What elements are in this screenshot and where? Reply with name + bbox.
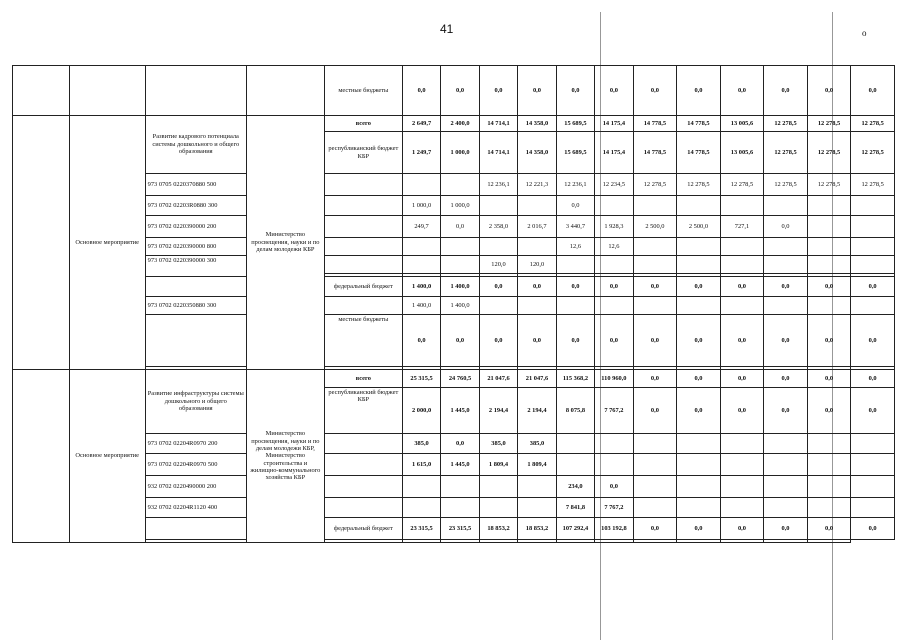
table-row: республиканский бюджет КБР 2 000,0 1 445,0 2 194,4 2 194,4 8 075,8 7 767,2 0,0 0,0 0,0 0,0 0,0 0,0: [13, 388, 895, 434]
table-row: республиканский бюджет КБР 1 249,7 1 000,0 14 714,1 14 358,0 15 689,5 14 175,4 14 778,5 14 778,5 13 005,6 12 278,5 12 278,5 12 278,5: [13, 132, 895, 174]
activity-type: Основное мероприятие: [69, 370, 145, 543]
table-row: 932 0702 02204R1120 400 7 841,8 7 767,2: [13, 498, 895, 518]
table-row: федеральный бюджет 1 400,0 1 400,0 0,0 0,0 0,0 0,0 0,0 0,0 0,0 0,0 0,0 0,0: [13, 277, 895, 297]
budget-code: 973 0702 0220390000 200: [145, 216, 246, 238]
executor: Министерство просвещения, науки и по делам молодежи КБР, Министерство строительства и жилищно-коммунального хозяйства КБР: [246, 370, 324, 543]
table-row: 973 0702 02204R0970 200 385,0 0,0 385,0 385,0: [13, 434, 895, 454]
budget-code: 973 0702 02204R0970 200: [145, 434, 246, 454]
budget-code: 932 0702 0220490000 200: [145, 476, 246, 498]
source-cell: местные бюджеты: [324, 66, 402, 116]
table-row: местные бюджеты 0,0 0,0 0,0 0,0 0,0 0,0 0,0 0,0 0,0 0,0 0,0 0,0: [13, 66, 895, 116]
executor: Министерство просвещения, науки и по делам молодежи КБР: [246, 116, 324, 370]
table-row: 932 0702 0220490000 200 234,0 0,0: [13, 476, 895, 498]
corner-mark: о: [862, 28, 867, 38]
table-row: 973 0702 0220350880 300 1 400,0 1 400,0: [13, 297, 895, 315]
budget-code: 973 0702 0220350880 300: [145, 297, 246, 315]
table-row: 973 0702 02204R0970 500 1 615,0 1 445,0 1 809,4 1 809,4: [13, 454, 895, 476]
budget-code: 973 0702 02203R0880 300: [145, 196, 246, 216]
table-row: Основное мероприятие Развитие кадрового потенциала системы дошкольного и общего образования Министерство просвещения, науки и по делам молодежи КБР всего 2 649,7 2 400,0 14 714,1 14 358,0 15 689,5 14 175,4 14 778,5 14 778,5 13 005,6 12 278,5 12 278,5 12 278,5: [13, 116, 895, 132]
activity-title: Развитие кадрового потенциала системы дошкольного и общего образования: [145, 116, 246, 174]
table-row: 973 0702 0220390000 200 249,7 0,0 2 358,0 2 016,7 3 440,7 1 928,3 2 500,0 2 500,0 727,1 0,0: [13, 216, 895, 238]
table-row: местные бюджеты 0,0 0,0 0,0 0,0 0,0 0,0 0,0 0,0 0,0 0,0 0,0 0,0: [13, 315, 895, 367]
budget-code: 973 0702 0220390000 300: [145, 256, 246, 277]
budget-code: 932 0702 02204R1120 400: [145, 498, 246, 518]
page-number: 41: [440, 22, 454, 36]
table-row: Основное мероприятие Развитие инфраструктуры системы дошкольного и общего образования Министерство просвещения, науки и по делам молодежи КБР, Министерство строительства и жилищно-коммунального хозяйства КБР всего 25 315,5 24 760,5 21 047,6 21 047,6 115 368,2 110 960,0 0,0 0,0 0,0 0,0 0,0 0,0: [13, 370, 895, 388]
activity-type: Основное мероприятие: [69, 116, 145, 370]
budget-code: 973 0702 02204R0970 500: [145, 454, 246, 476]
budget-code: 973 0705 0220370880 500: [145, 174, 246, 196]
table-row: 973 0702 0220390000 300 120,0 120,0: [13, 256, 895, 274]
table-row: федеральный бюджет 23 315,5 23 315,5 18 853,2 18 853,2 107 292,4 103 192,8 0,0 0,0 0,0 0,0 0,0 0,0: [13, 518, 895, 540]
budget-code: 973 0702 0220390000 800: [145, 238, 246, 256]
table-row: 973 0702 02203R0880 300 1 000,0 1 000,0 0,0: [13, 196, 895, 216]
budget-table: [12, 65, 895, 543]
table-row: 973 0705 0220370880 500 12 236,1 12 221,3 12 236,1 12 234,5 12 278,5 12 278,5 12 278,5 12 278,5 12 278,5 12 278,5: [13, 174, 895, 196]
table-row: 973 0702 0220390000 800 12,6 12,6: [13, 238, 895, 256]
activity-title: Развитие инфраструктуры системы дошкольного и общего образования: [145, 370, 246, 434]
